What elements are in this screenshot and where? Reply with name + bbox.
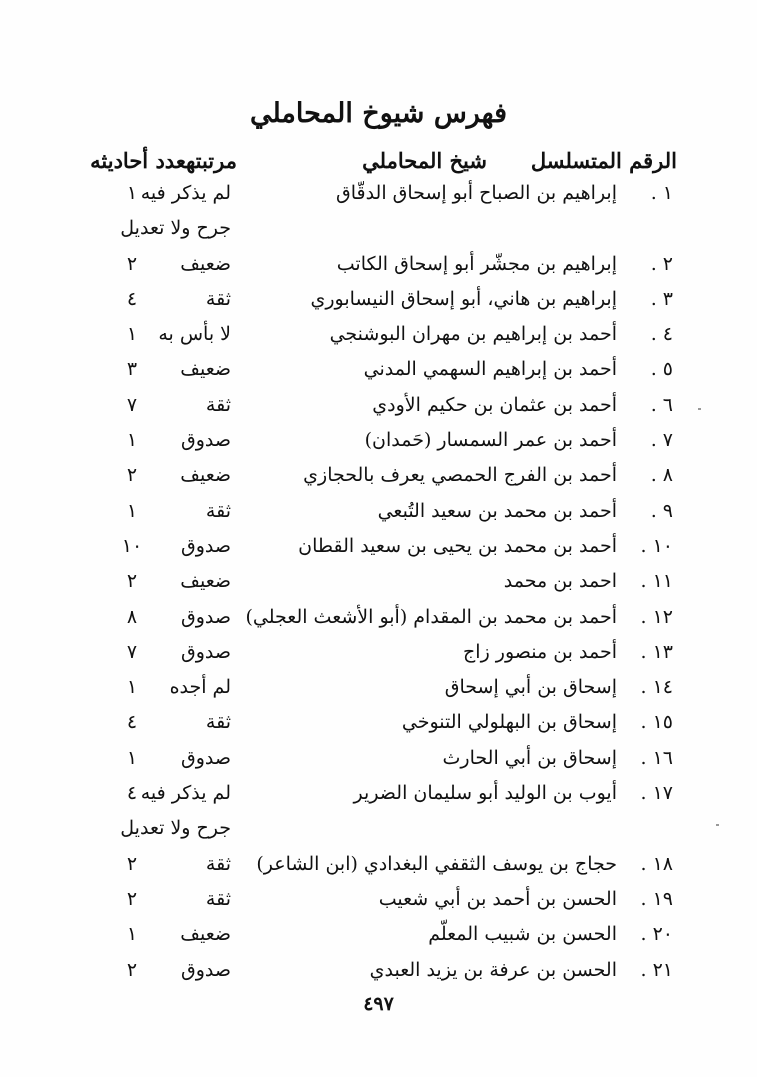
row-number: ١٣ . (640, 640, 673, 663)
narrator-rank: لم يذكر فيه (140, 182, 231, 204)
narrators-table (0, 178, 757, 990)
table-row (0, 778, 757, 813)
hadith-count: ٢ (126, 464, 138, 487)
narrator-name: أحمد بن عمر السمسار (حَمدان) (364, 429, 617, 452)
hadith-count: ١ (126, 923, 138, 946)
narrator-rank: ضعيف (180, 252, 231, 275)
table-row (0, 531, 757, 566)
narrator-rank: ضعيف (180, 358, 231, 381)
narrator-rank: ثقة (205, 499, 231, 522)
table-row (0, 390, 757, 425)
header-name: شيخ المحاملي (362, 148, 487, 173)
narrator-rank: ضعيف (180, 923, 231, 946)
row-number: ٧ . (650, 429, 673, 452)
row-number: ١٥ . (640, 711, 673, 734)
row-number: ١ . (650, 182, 673, 204)
hadith-count: ٤ (126, 782, 138, 805)
row-number: ٩ . (650, 499, 673, 522)
row-number: ٢١ . (640, 958, 673, 981)
narrator-name: أحمد بن محمد بن سعيد التُبعي (377, 499, 617, 522)
narrator-name: أحمد بن محمد بن المقدام (أبو الأشعث العجلي) (245, 605, 617, 628)
table-row (0, 249, 757, 284)
hadith-count: ١ (126, 429, 138, 452)
table-row (0, 672, 757, 707)
hadith-count: ٤ (126, 711, 138, 734)
row-number: ١٨ . (640, 852, 673, 875)
narrator-name: الحسن بن عرفة بن يزيد العبدي (369, 958, 617, 981)
table-row-continuation (0, 813, 757, 848)
narrator-rank: لم أجده (169, 676, 231, 699)
narrator-rank: صدوق (180, 429, 231, 452)
narrator-rank: صدوق (180, 640, 231, 663)
row-number: ١١ . (640, 570, 673, 593)
narrator-name: إسحاق بن أبي الحارث (442, 746, 617, 769)
row-number: ٤ . (650, 323, 673, 346)
narrator-rank: لم يذكر فيه (140, 782, 231, 805)
hadith-count: ١ (126, 746, 138, 769)
row-number: ١٠ . (640, 534, 673, 557)
table-row (0, 425, 757, 460)
narrator-name: احمد بن محمد (503, 570, 617, 593)
page-number: ٤٩٧ (363, 993, 394, 1015)
narrator-name: أيوب بن الوليد أبو سليمان الضرير (353, 782, 617, 805)
narrator-name: حجاج بن يوسف الثقفي البغدادي (ابن الشاعر) (256, 852, 617, 875)
header-rank: مرتبته (185, 148, 237, 173)
narrator-rank: صدوق (180, 746, 231, 769)
narrator-name: إسحاق بن أبي إسحاق (444, 676, 617, 699)
table-row (0, 743, 757, 778)
row-number: ١٤ . (640, 676, 673, 699)
table-row (0, 178, 757, 213)
hadith-count: ٢ (126, 252, 138, 275)
narrator-rank: صدوق (180, 534, 231, 557)
table-row-continuation (0, 213, 757, 248)
row-number: ١٧ . (640, 782, 673, 805)
hadith-count: ١ (126, 499, 138, 522)
hadith-count: ١٠ (121, 534, 143, 557)
row-number: ٣ . (650, 287, 673, 310)
hadith-count: ٧ (126, 393, 138, 416)
narrator-rank: جرح ولا تعديل (120, 817, 231, 840)
hadith-count: ٢ (126, 852, 138, 875)
hadith-count: ٧ (126, 640, 138, 663)
hadith-count: ١ (126, 676, 138, 699)
row-number: ١٢ . (640, 605, 673, 628)
narrator-name: الحسن بن شبيب المعلّم (428, 923, 617, 946)
header-count: عدد أحاديثه (90, 148, 186, 173)
table-row (0, 637, 757, 672)
narrator-name: أحمد بن محمد بن يحيى بن سعيد القطان (298, 534, 617, 557)
narrator-name: أحمد بن إبراهيم السهمي المدني (363, 358, 617, 381)
narrator-rank: صدوق (180, 958, 231, 981)
narrator-name: أحمد بن الفرج الحمصي يعرف بالحجازي (303, 464, 617, 487)
row-number: ٦ . (650, 393, 673, 416)
table-row (0, 919, 757, 954)
narrator-name: أحمد بن إبراهيم بن مهران البوشنجي (329, 323, 617, 346)
table-row (0, 707, 757, 742)
row-number: ٢ . (650, 252, 673, 275)
narrator-name: أحمد بن عثمان بن حكيم الأودي (372, 393, 617, 416)
narrator-rank: ثقة (205, 887, 231, 910)
narrator-rank: صدوق (180, 605, 231, 628)
row-number: ٢٠ . (640, 923, 673, 946)
scan-speck (698, 408, 701, 410)
hadith-count: ١ (126, 182, 138, 204)
table-row (0, 849, 757, 884)
table-row (0, 955, 757, 990)
scan-speck (716, 824, 719, 826)
narrator-rank: ثقة (205, 393, 231, 416)
narrator-name: إبراهيم بن هاني، أبو إسحاق النيسابوري (310, 287, 617, 310)
row-number: ٨ . (650, 464, 673, 487)
narrator-name: الحسن بن أحمد بن أبي شعيب (378, 887, 617, 910)
table-row (0, 566, 757, 601)
narrator-rank: ضعيف (180, 464, 231, 487)
row-number: ٥ . (650, 358, 673, 381)
row-number: ١٦ . (640, 746, 673, 769)
narrator-name: أحمد بن منصور زاج (463, 640, 617, 663)
narrator-rank: ثقة (205, 711, 231, 734)
narrator-rank: ثقة (205, 287, 231, 310)
hadith-count: ٢ (126, 887, 138, 910)
narrator-name: إبراهيم بن الصباح أبو إسحاق الدقّاق (335, 182, 617, 204)
narrator-name: إسحاق بن البهلولي التنوخي (401, 711, 617, 734)
table-row (0, 354, 757, 389)
table-row (0, 602, 757, 637)
table-row (0, 496, 757, 531)
hadith-count: ٨ (126, 605, 138, 628)
header-serial: الرقم المتسلسل (530, 148, 677, 173)
table-row (0, 284, 757, 319)
hadith-count: ٢ (126, 570, 138, 593)
table-row (0, 884, 757, 919)
header-rank-count (90, 148, 237, 173)
narrator-rank: ضعيف (180, 570, 231, 593)
table-row (0, 319, 757, 354)
narrator-rank: لا بأس به (158, 323, 231, 346)
hadith-count: ٣ (126, 358, 138, 381)
narrator-rank: جرح ولا تعديل (120, 217, 231, 240)
page-title: فهرس شيوخ المحاملي (249, 98, 508, 129)
table-row (0, 460, 757, 495)
hadith-count: ١ (126, 323, 138, 346)
row-number: ١٩ . (640, 887, 673, 910)
hadith-count: ٤ (126, 287, 138, 310)
hadith-count: ٢ (126, 958, 138, 981)
narrator-name: إبراهيم بن مجشّر أبو إسحاق الكاتب (336, 252, 617, 275)
narrator-rank: ثقة (205, 852, 231, 875)
